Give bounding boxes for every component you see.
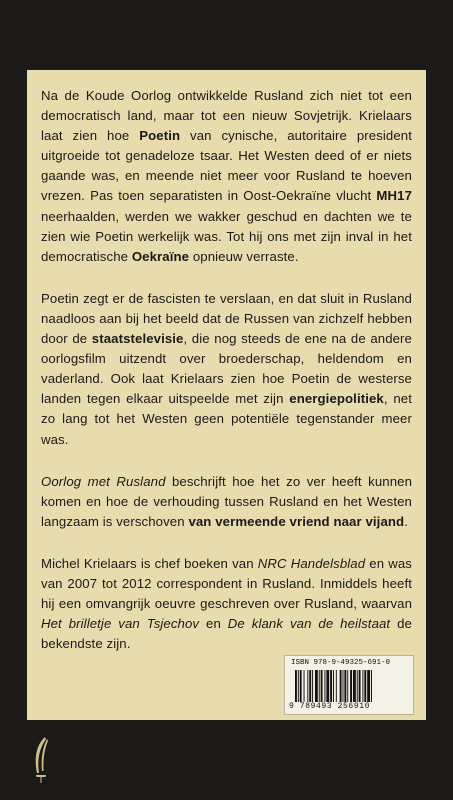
bold-text-run: van vermeende vriend naar vijand xyxy=(188,513,405,529)
blurb-panel xyxy=(27,70,426,720)
quill-feather-icon xyxy=(30,735,52,785)
italic-text-run: Het brilletje van Tsjechov xyxy=(41,616,200,632)
text-run: neerhaalden, werden we wakker geschud en dachten we te zien wie Poetin werkelijk was. Tot hij ons met zijn inval in het democratische xyxy=(41,208,412,264)
text-run: beschrijft hoe het zo ver heeft kunnen komen en hoe de verhouding tussen Rusland en het Westen langzaam is verschoven xyxy=(41,473,413,529)
bold-text-run: MH17 xyxy=(376,188,412,204)
barcode-bar xyxy=(307,670,308,702)
isbn-barcode xyxy=(284,655,414,715)
barcode-bar xyxy=(309,670,311,702)
text-run: Na de Koude Oorlog ontwikkelde Rusland zich niet tot een democratisch land, maar tot een nieuw Sovjetrijk. Krielaars laat zien hoe xyxy=(41,88,412,144)
barcode-bar xyxy=(371,670,372,702)
text-run: de bekendste zijn. xyxy=(41,616,412,652)
barcode-bar xyxy=(300,670,302,702)
barcode-bar xyxy=(304,670,305,702)
text-run: opnieuw verraste. xyxy=(189,248,299,264)
barcode-bar xyxy=(343,670,344,702)
barcode-bar xyxy=(350,670,352,702)
barcode-digits: 9 789493 256910 xyxy=(289,702,371,711)
text-run: van cynische, autoritaire president uitgroeide tot genadeloze tsaar. Het Westen deed of er niets gaande was, en meende niet meer voor Rusland te hoeven vrezen. Pas toen separatisten in Oost-Oekraïne vlucht xyxy=(41,128,412,204)
isbn-label: ISBN 978-9-49325-691-0 xyxy=(291,659,391,667)
barcode-bars xyxy=(295,670,405,702)
bold-text-run: Poetin xyxy=(139,128,181,144)
barcode-bar xyxy=(315,670,318,702)
barcode-bar xyxy=(333,670,334,702)
barcode-bar xyxy=(295,670,297,702)
text-run: , net zo lang tot het Westen geen potentiële tegenstander meer was. xyxy=(41,391,412,447)
barcode-bar xyxy=(324,670,325,702)
barcode-bar xyxy=(340,670,342,702)
barcode-bar xyxy=(364,670,366,702)
barcode-bar xyxy=(336,670,337,702)
italic-text-run: Oorlog met Rusland xyxy=(41,473,166,489)
text-run: en was van 2007 tot 2012 correspondent in Rusland. Inmiddels heeft hij een omvangrijk oeuvre geschreven over Rusland, waarvan xyxy=(41,555,413,612)
italic-text-run: NRC Handelsblad xyxy=(257,555,366,571)
barcode-bar xyxy=(319,670,320,702)
text-run: en xyxy=(199,616,228,632)
barcode-bar xyxy=(344,670,346,702)
text-run: Poetin zegt er de fascisten te verslaan, en dat sluit in Rusland naadloos aan bij het beeld dat de Russen van zichzelf hebben door de xyxy=(41,290,412,347)
barcode-bar xyxy=(367,670,370,702)
bold-text-run: energiepolitiek xyxy=(289,391,384,407)
barcode-bar xyxy=(312,670,313,702)
text-run: Michel Krielaars is chef boeken van xyxy=(41,555,258,571)
bold-text-run: staatstelevisie xyxy=(91,331,184,347)
barcode-bar xyxy=(321,670,323,702)
italic-text-run: De klank van de heilstaat xyxy=(227,616,391,632)
text-run: , die nog steeds de ene na de andere oorlogsfilm uitzendt over broederschap, heldendom en vaderland. Ook laat Krielaars zien hoe Poetin de westerse landen tegen elkaar uitspeelde met zijn xyxy=(41,331,412,407)
author-bio-paragraph xyxy=(41,554,412,654)
barcode-bar xyxy=(359,670,361,702)
barcode-bar xyxy=(353,670,356,702)
barcode-bar xyxy=(362,670,363,702)
barcode-bar xyxy=(347,670,348,702)
barcode-bar xyxy=(326,670,329,702)
bold-text-run: Oekraïne xyxy=(131,248,190,264)
blurb-paragraph xyxy=(41,289,412,450)
text-run: . xyxy=(404,513,408,529)
blurb-paragraph xyxy=(41,86,412,267)
barcode-bar xyxy=(330,670,332,702)
barcode-bar xyxy=(357,670,358,702)
blurb-paragraph xyxy=(41,472,412,532)
barcode-bar xyxy=(298,670,299,702)
